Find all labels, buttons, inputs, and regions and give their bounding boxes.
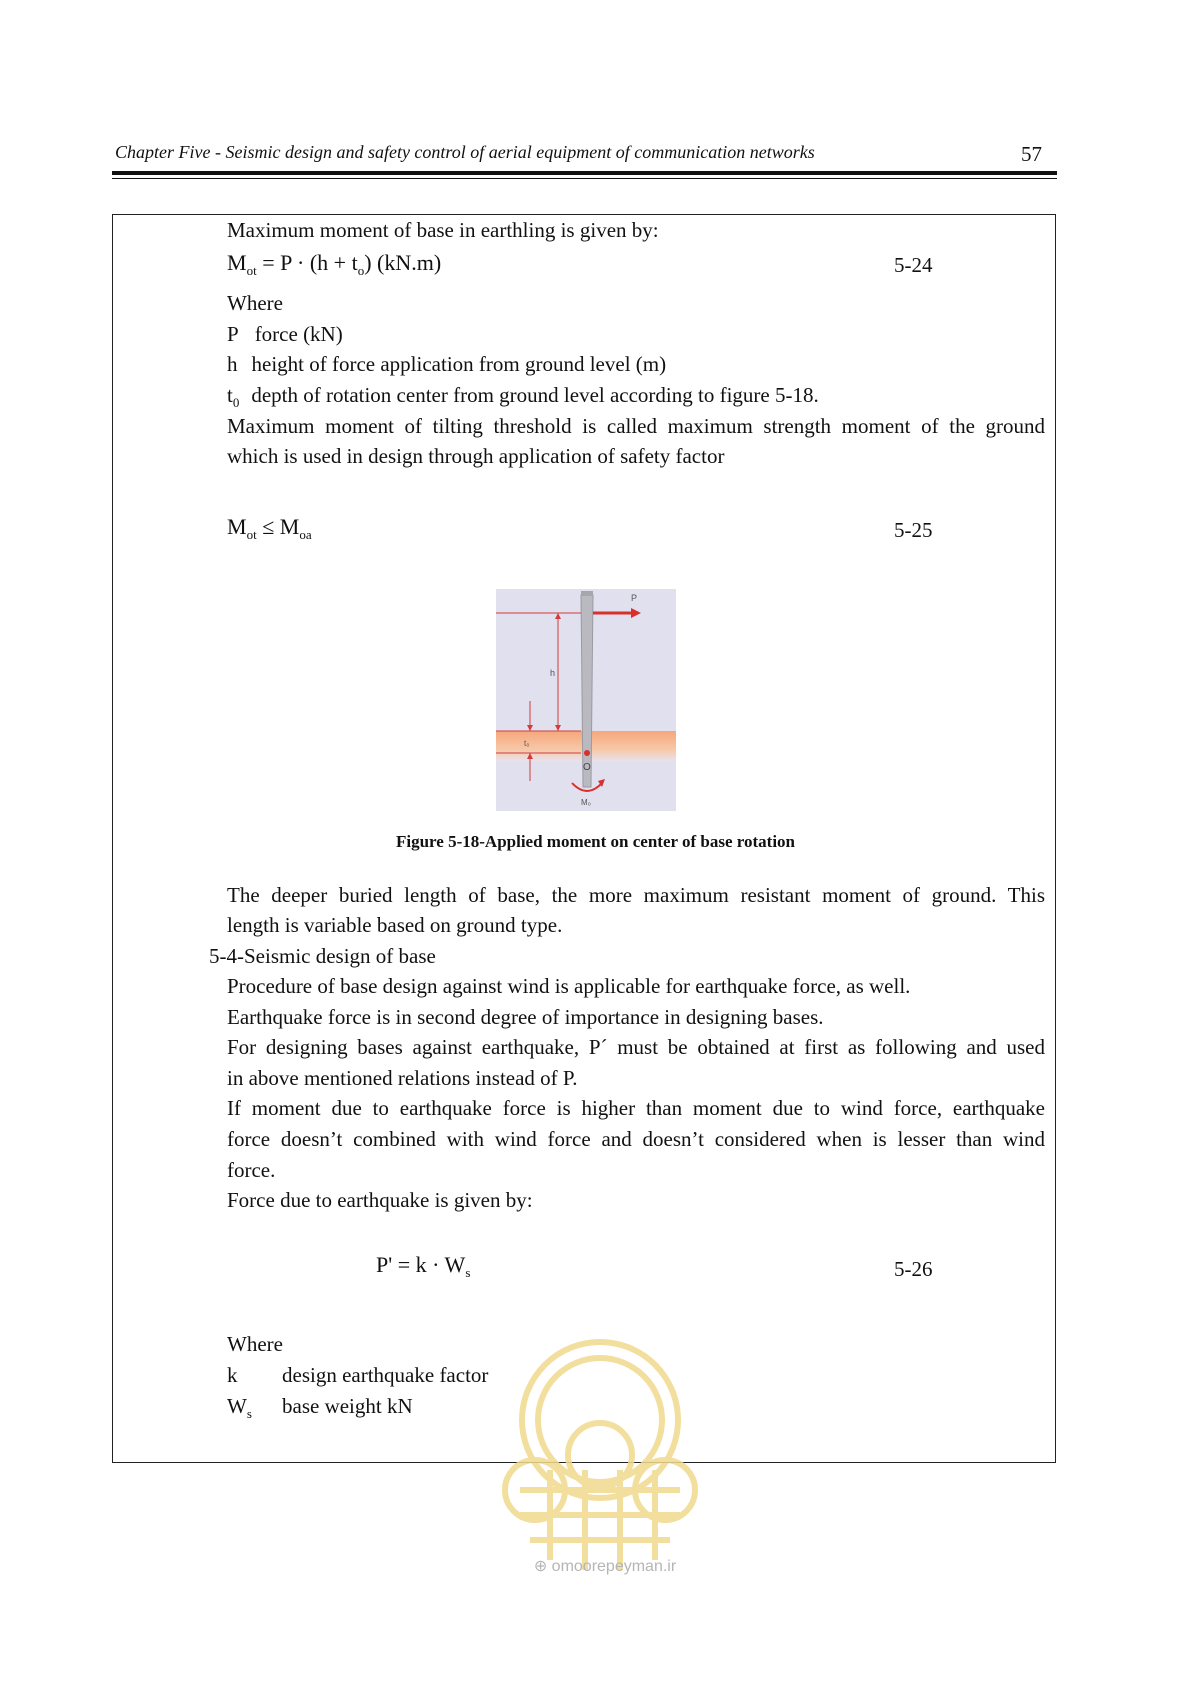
pole-moment-figure xyxy=(496,589,676,811)
equation-number-5-24: 5-24 xyxy=(894,253,933,277)
definition-text: design earthquake factor xyxy=(282,1363,489,1387)
equation-5-25: $M_{ot} \le M_{oa}$ xyxy=(227,514,312,542)
paragraph-line: Earthquake force is in second degree of importance in designing bases. xyxy=(227,1005,824,1029)
definition-text: base weight kN xyxy=(282,1394,413,1418)
label-P: P xyxy=(631,593,638,603)
paragraph-line: which is used in design through application of safety factor xyxy=(227,444,725,468)
figure-caption: Figure 5-18-Applied moment on center of base rotation xyxy=(396,832,795,851)
paragraph-line: If moment due to earthquake force is higher than moment due to wind force, earthquake xyxy=(227,1096,1045,1120)
paragraph-line: Maximum moment of tilting threshold is called maximum strength moment of the ground xyxy=(227,414,1045,438)
definition-symbol: k xyxy=(227,1363,238,1387)
definition-row xyxy=(227,1391,413,1429)
definition-symbol: $W_s$ xyxy=(227,1394,252,1422)
paragraph-line: length is variable based on ground type. xyxy=(227,913,563,937)
globe-icon: ⊕ xyxy=(533,1558,548,1575)
paragraph-line: force. xyxy=(227,1158,276,1182)
where-label: Where xyxy=(227,291,283,315)
paragraph-line: Procedure of base design against wind is applicable for earthquake force, as well. xyxy=(227,974,911,998)
watermark-site-text: ⊕ omoorepeyman.ir xyxy=(533,1558,677,1575)
page-number: 57 xyxy=(1021,142,1042,166)
section-heading: 5-4-Seismic design of base xyxy=(209,944,436,968)
paragraph-line: For designing bases against earthquake, P´ must be obtained at first as following and used xyxy=(227,1035,1045,1059)
label-t0: t₀ xyxy=(524,739,530,748)
definition-symbol: h xyxy=(227,352,238,376)
definition-text: depth of rotation center from ground level according to figure 5-18. xyxy=(251,383,819,407)
definition-symbol: P xyxy=(227,322,239,346)
equation-number-5-25: 5-25 xyxy=(894,518,933,542)
definition-symbol: t xyxy=(227,383,233,407)
pole-cap xyxy=(581,591,593,596)
label-h: h xyxy=(550,668,556,678)
definition-row xyxy=(227,1360,488,1390)
definition-row xyxy=(227,349,666,379)
label-O: O xyxy=(583,762,591,773)
paragraph-line: The deeper buried length of base, the more maximum resistant moment of ground. This xyxy=(227,883,1045,907)
equation-5-24: $M_{ot} = P \cdot (h + t_o)$ (kN.m) xyxy=(227,250,442,278)
label-M0: M₀ xyxy=(581,798,591,807)
equation-number-5-26: 5-26 xyxy=(894,1257,933,1281)
header-rule-thick xyxy=(112,171,1057,175)
pole-shape xyxy=(581,595,593,787)
watermark-seal xyxy=(490,1330,710,1580)
definition-text: height of force application from ground level (m) xyxy=(251,352,667,376)
definition-row xyxy=(227,319,343,349)
definition-text: force (kN) xyxy=(254,322,343,346)
equation-5-26: $P' = k \cdot W_s$ xyxy=(376,1252,471,1280)
paragraph-line: in above mentioned relations instead of P. xyxy=(227,1066,578,1090)
definition-row: $t_0$ depth of rotation center from ground level according to figure 5-18. xyxy=(227,383,819,411)
where-label: Where xyxy=(227,1332,283,1356)
rotation-center-point xyxy=(584,750,590,756)
running-header-title: Chapter Five - Seismic design and safety control of aerial equipment of communication networks xyxy=(115,142,815,162)
paragraph-line: force doesn’t combined with wind force and doesn’t considered when is lesser than wind xyxy=(227,1127,1045,1151)
intro-text: Maximum moment of base in earthling is given by: xyxy=(227,218,659,242)
header-rule-thin xyxy=(112,178,1057,179)
paragraph-line: Force due to earthquake is given by: xyxy=(227,1188,533,1212)
